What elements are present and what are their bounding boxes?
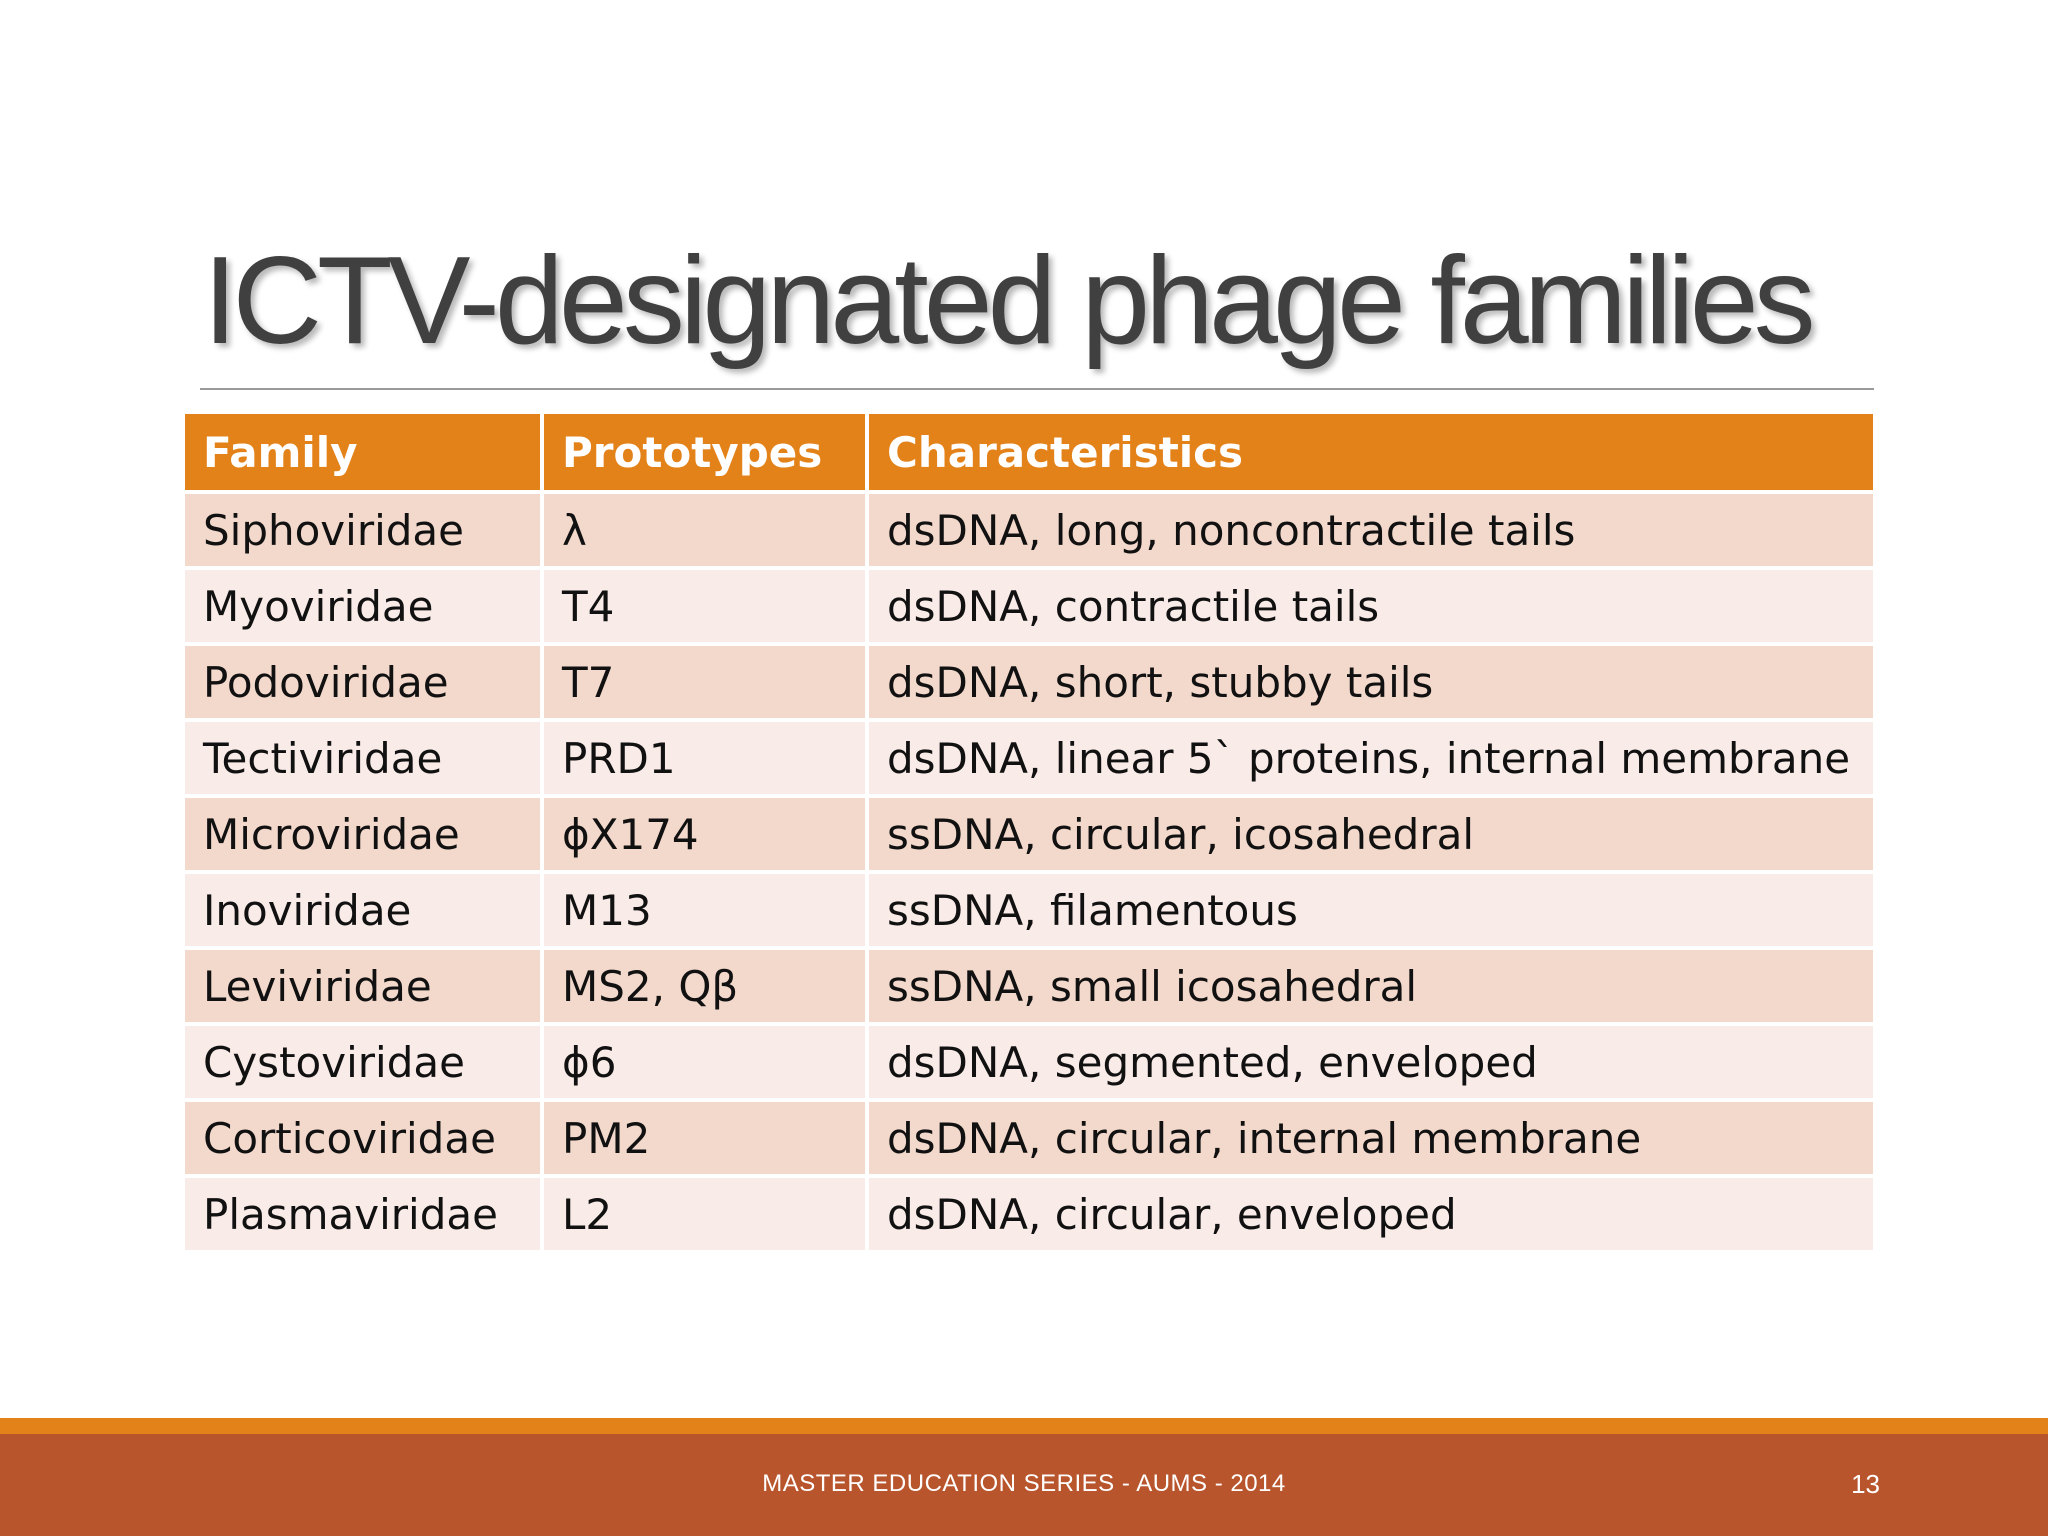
cell-family: Myoviridae bbox=[185, 570, 544, 646]
cell-prototype: M13 bbox=[544, 874, 869, 950]
cell-characteristics: ssDNA, circular, icosahedral bbox=[869, 798, 1873, 874]
table-row bbox=[185, 874, 1873, 950]
cell-family: Inoviridae bbox=[185, 874, 544, 950]
cell-characteristics: ssDNA, filamentous bbox=[869, 874, 1873, 950]
table-row bbox=[185, 494, 1873, 570]
cell-family: Cystoviridae bbox=[185, 1026, 544, 1102]
cell-characteristics: dsDNA, circular, enveloped bbox=[869, 1178, 1873, 1254]
table-row bbox=[185, 1102, 1873, 1178]
cell-prototype: PRD1 bbox=[544, 722, 869, 798]
cell-prototype: L2 bbox=[544, 1178, 869, 1254]
slide-title: ICTV-designated phage families bbox=[203, 232, 1811, 370]
cell-prototype: ϕ6 bbox=[544, 1026, 869, 1102]
phage-families-table bbox=[185, 414, 1873, 1254]
cell-characteristics: dsDNA, circular, internal membrane bbox=[869, 1102, 1873, 1178]
table-row bbox=[185, 950, 1873, 1026]
cell-characteristics: dsDNA, linear 5` proteins, internal membrane bbox=[869, 722, 1873, 798]
header-characteristics: Characteristics bbox=[869, 414, 1873, 494]
phage-families-table-container bbox=[185, 414, 1873, 1254]
cell-prototype: T7 bbox=[544, 646, 869, 722]
cell-characteristics: dsDNA, contractile tails bbox=[869, 570, 1873, 646]
table-row bbox=[185, 1026, 1873, 1102]
footer-accent-stripe bbox=[0, 1418, 2048, 1434]
cell-family: Plasmaviridae bbox=[185, 1178, 544, 1254]
table-row bbox=[185, 570, 1873, 646]
cell-characteristics: dsDNA, segmented, enveloped bbox=[869, 1026, 1873, 1102]
table-row bbox=[185, 722, 1873, 798]
cell-prototype: λ bbox=[544, 494, 869, 570]
title-divider bbox=[200, 388, 1874, 390]
cell-prototype: MS2, Qβ bbox=[544, 950, 869, 1026]
header-family: Family bbox=[185, 414, 544, 494]
page-number: 13 bbox=[1851, 1469, 1880, 1499]
cell-family: Siphoviridae bbox=[185, 494, 544, 570]
cell-prototype: PM2 bbox=[544, 1102, 869, 1178]
cell-family: Podoviridae bbox=[185, 646, 544, 722]
table-row bbox=[185, 646, 1873, 722]
cell-family: Microviridae bbox=[185, 798, 544, 874]
cell-characteristics: dsDNA, short, stubby tails bbox=[869, 646, 1873, 722]
footer-text: MASTER EDUCATION SERIES - AUMS - 2014 bbox=[762, 1470, 1286, 1497]
table-row bbox=[185, 1178, 1873, 1254]
header-prototypes: Prototypes bbox=[544, 414, 869, 494]
cell-prototype: T4 bbox=[544, 570, 869, 646]
table-header-row bbox=[185, 414, 1873, 494]
cell-prototype: ϕX174 bbox=[544, 798, 869, 874]
cell-characteristics: dsDNA, long, noncontractile tails bbox=[869, 494, 1873, 570]
cell-family: Corticoviridae bbox=[185, 1102, 544, 1178]
cell-characteristics: ssDNA, small icosahedral bbox=[869, 950, 1873, 1026]
table-row bbox=[185, 798, 1873, 874]
cell-family: Leviviridae bbox=[185, 950, 544, 1026]
cell-family: Tectiviridae bbox=[185, 722, 544, 798]
